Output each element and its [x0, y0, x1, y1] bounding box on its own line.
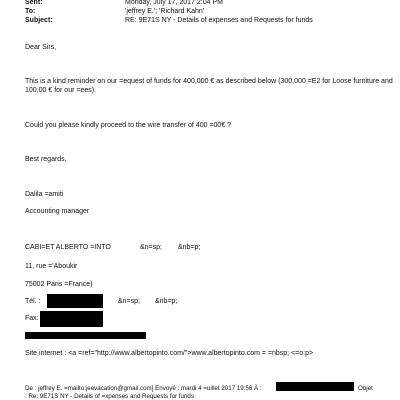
signature-nbsp-b: &nb=p;	[178, 244, 201, 251]
signature-company: CABI=ET ALBERTO =INTO	[25, 244, 111, 251]
closing: Best regards,	[25, 156, 67, 163]
para1-line2: 100,00 € for our =ees).	[25, 87, 97, 94]
redaction-fax	[40, 311, 103, 327]
sender-title: Accounting manager	[25, 208, 90, 215]
para1-line1: This is a kind reminder on our =equest of funds for 400,000 € as described below (300,000 =E2 for Loose furniture and	[25, 78, 393, 85]
signature-tel-label: Tél. :	[25, 298, 41, 305]
sender-name: Dalila =amiti	[25, 191, 64, 198]
tel-nbsp-a: &n=sp;	[118, 298, 140, 305]
redaction-bar	[25, 332, 146, 339]
signature-website: Site internet : <a =ref="http://www.albertopinto.com/">www.albertopinto.com = =nbsp; <=o:p>	[25, 350, 314, 357]
to-label: To:	[25, 8, 36, 15]
sent-label: Sent:	[25, 0, 43, 6]
footer-de-line: De : jeffrey E. =mailto:jeevacation@gmail.com] Envoyé : mardi 4 =uillet 2017 19:56 À :	[25, 385, 262, 392]
subject-value: RE: 9E71S NY - Details of expenses and Requests for funds	[125, 17, 313, 24]
tel-nbsp-b: &nb=p;	[155, 298, 178, 305]
para2: Could you please kindly proceed to the wire transfer of 400 =00€ ?	[25, 122, 232, 129]
redaction-tel	[47, 294, 103, 308]
signature-nbsp-a: &n=sp;	[140, 244, 162, 251]
signature-street: 11, rue ='Aboukir	[25, 263, 78, 270]
subject-label: Subject:	[25, 17, 53, 24]
redaction-footer	[276, 382, 354, 391]
sent-value: Monday, July 17, 2017 2:04 PM	[125, 0, 223, 6]
footer-objet-line: : Re: 9E71S NY - Details of =xpenses and Requests for funds	[25, 393, 194, 400]
footer-objet: Objet	[358, 385, 373, 392]
signature-city: 75002 Paris =France)	[25, 281, 93, 288]
signature-company-row	[25, 243, 111, 252]
signature-fax-label: Fax:	[25, 315, 39, 322]
salutation: Dear Sirs,	[25, 44, 57, 51]
to-value: 'jeffrey E.'; 'Richard Kahn'	[125, 8, 205, 15]
